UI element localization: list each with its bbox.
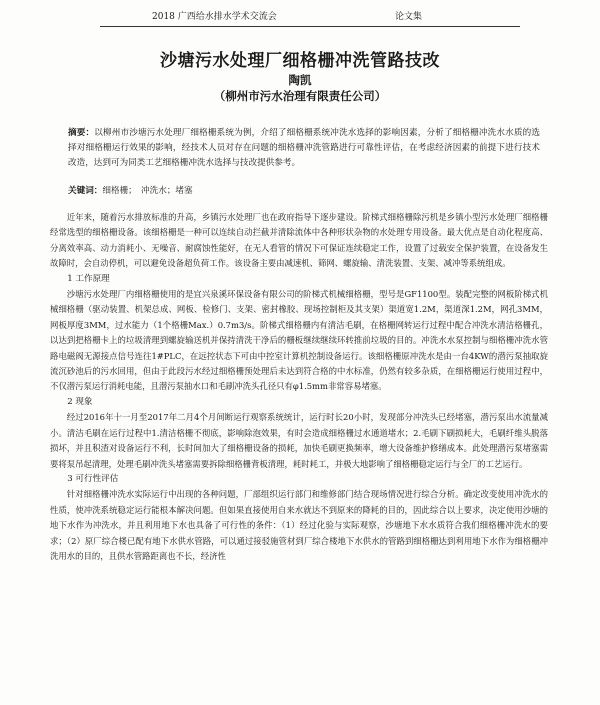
keywords xyxy=(68,184,540,198)
section-heading-phenomenon: 2 现象 xyxy=(67,396,93,407)
abstract xyxy=(68,126,540,171)
keywords-text: 细格栅； 冲洗水；堵塞 xyxy=(102,186,193,196)
principle-paragraph: 沙塘污水处理厂内细格栅使用的是宜兴泉溪环保设备有限公司的阶梯式机械细格栅，型号是GF1100型。装配完整的网板阶梯式机械细格栅（驱动装置、机架总成、网板、检修门、支架、密封橡胶、现场控制柜及其支架）渠道宽1.2M，渠道深1.2M，网孔3MM，网板厚度3MM，过水能力（1个格栅Max.）0.7m3/s。阶梯式细格栅内有清洁毛刷，在格栅网转运行过程中配合冲洗水清洁格栅孔，以达到把格栅卡上的垃圾清理到螺旋输送机并保持清洗干净后的栅板继续继续环转推前垃圾的目的。冲洗水水泵控制与细格栅冲洗水管路电磁阀无源接点信号连往1#PLC，在远控状态下可由中控室计算机控制设备运行。该细格栅原冲洗水是由一台4KW的潜污泵抽取旋流沉砂池后的污水回用，但由于此段污水经过细格栅预处理后未达到符合格的中水标准，仍然有较多杂质，在细格栅运行使用过程中，不仅潜污泵运行消耗电能，且潜污泵抽水口和毛刷冲洗头孔径只有φ1.5mm非常容易堵塞。 xyxy=(50,289,548,392)
phenomenon-paragraph: 经过2016年十一月至2017年二月4个月间断运行观察系统统计，运行时长20小时，发现部分冲洗头已经堵塞，潜污泵出水流量减小。清洁毛刷在运行过程中1.清洁格栅不彻底，影响除泡效果，有时会造成细格栅过水通道堵水；2.毛刷下刷损耗大，毛刷纤维头脱落损坏，并且积渣对设备运行不利，长时间加大了细格栅设备的损耗，加快毛刷更换频率，增大设备维护修缮成本。此处理潜污泵堵塞需要将泵吊起清理，处理毛刷冲洗头堵塞需要拆除细格栅背板清理，耗时耗工，并极大地影响了细格栅稳定运行与全厂的工艺运行。 xyxy=(50,412,548,469)
abstract-text: 以柳州市沙塘污水处理厂细格栅系统为例，介绍了细格栅系统冲洗水选择的影响因素，分析了细格栅冲洗水水质的选择对细格栅运行效果的影响，经技术人员对存在问题的细格栅冲洗管路进行可靠性评估，在考虑经济因素的前提下进行技术改造，达到可为同类工艺细格栅冲洗水选择与技改提供参考。 xyxy=(68,128,540,168)
header-collection: 论文集 xyxy=(395,12,423,22)
keywords-label: 关键词： xyxy=(68,186,103,196)
running-header xyxy=(100,10,520,27)
author-name: 陶凯 xyxy=(288,73,312,87)
feasibility-paragraph: 针对细格栅冲洗水实际运行中出现的各种问题，厂部组织运行部门和维修部门结合现场情况进行综合分析。确定改变使用冲洗水的性质，使冲洗系统稳定运行能根本解决问题。但如果直接使用自来水就达不到原来的降耗的目的，因此综合以上要求，决定使用沙塘的地下水作为冲洗水，并且利用地下水也具备了可行性的条件：（1）经过化验与实际观察，沙塘地下水水质符合我们细格栅冲洗水的要求；（2）原厂综合楼已配有地下水供水管路，可以通过接驳施管材到厂综合楼地下水供水的管路到细格栅达到利用地下水作为细格栅冲洗用水的目的，且供水管路距离也不长，经济性 xyxy=(50,489,548,561)
section-heading-feasibility: 3 可行性评估 xyxy=(67,473,119,484)
section-heading-principle: 1 工作原理 xyxy=(67,273,110,284)
paper-title: 沙塘污水处理厂细格栅冲洗管路技改 xyxy=(160,51,440,71)
intro-paragraph: 近年来，随着污水排放标准的升高，乡镇污水处理厂也在政府指导下逐步建设。阶梯式细格栅除污机是乡镇小型污水处理厂细格栅经常选型的细格栅设备。该细格栅是一种可以连续自动拦截并清除流体中各种形状杂物的水处理专用设备。最大优点是自动化程度高、分离效率高、动力消耗小、无噪音、耐腐蚀性能好，在无人看管的情况下可保证连续稳定工作，设置了过载安全保护装置，在设备发生故障时，会自动停机，可以避免设备超负荷工作。该设备主要由减速机、筛网、螺旋输、清洗装置、支架、减冲等系统组成。 xyxy=(50,212,548,269)
author-affiliation: （柳州市污水治理有限责任公司） xyxy=(213,89,387,103)
header-conference: 2018 广西给水排水学术交流会 xyxy=(152,12,277,22)
abstract-label: 摘要： xyxy=(68,128,95,138)
paper-body xyxy=(50,210,548,564)
